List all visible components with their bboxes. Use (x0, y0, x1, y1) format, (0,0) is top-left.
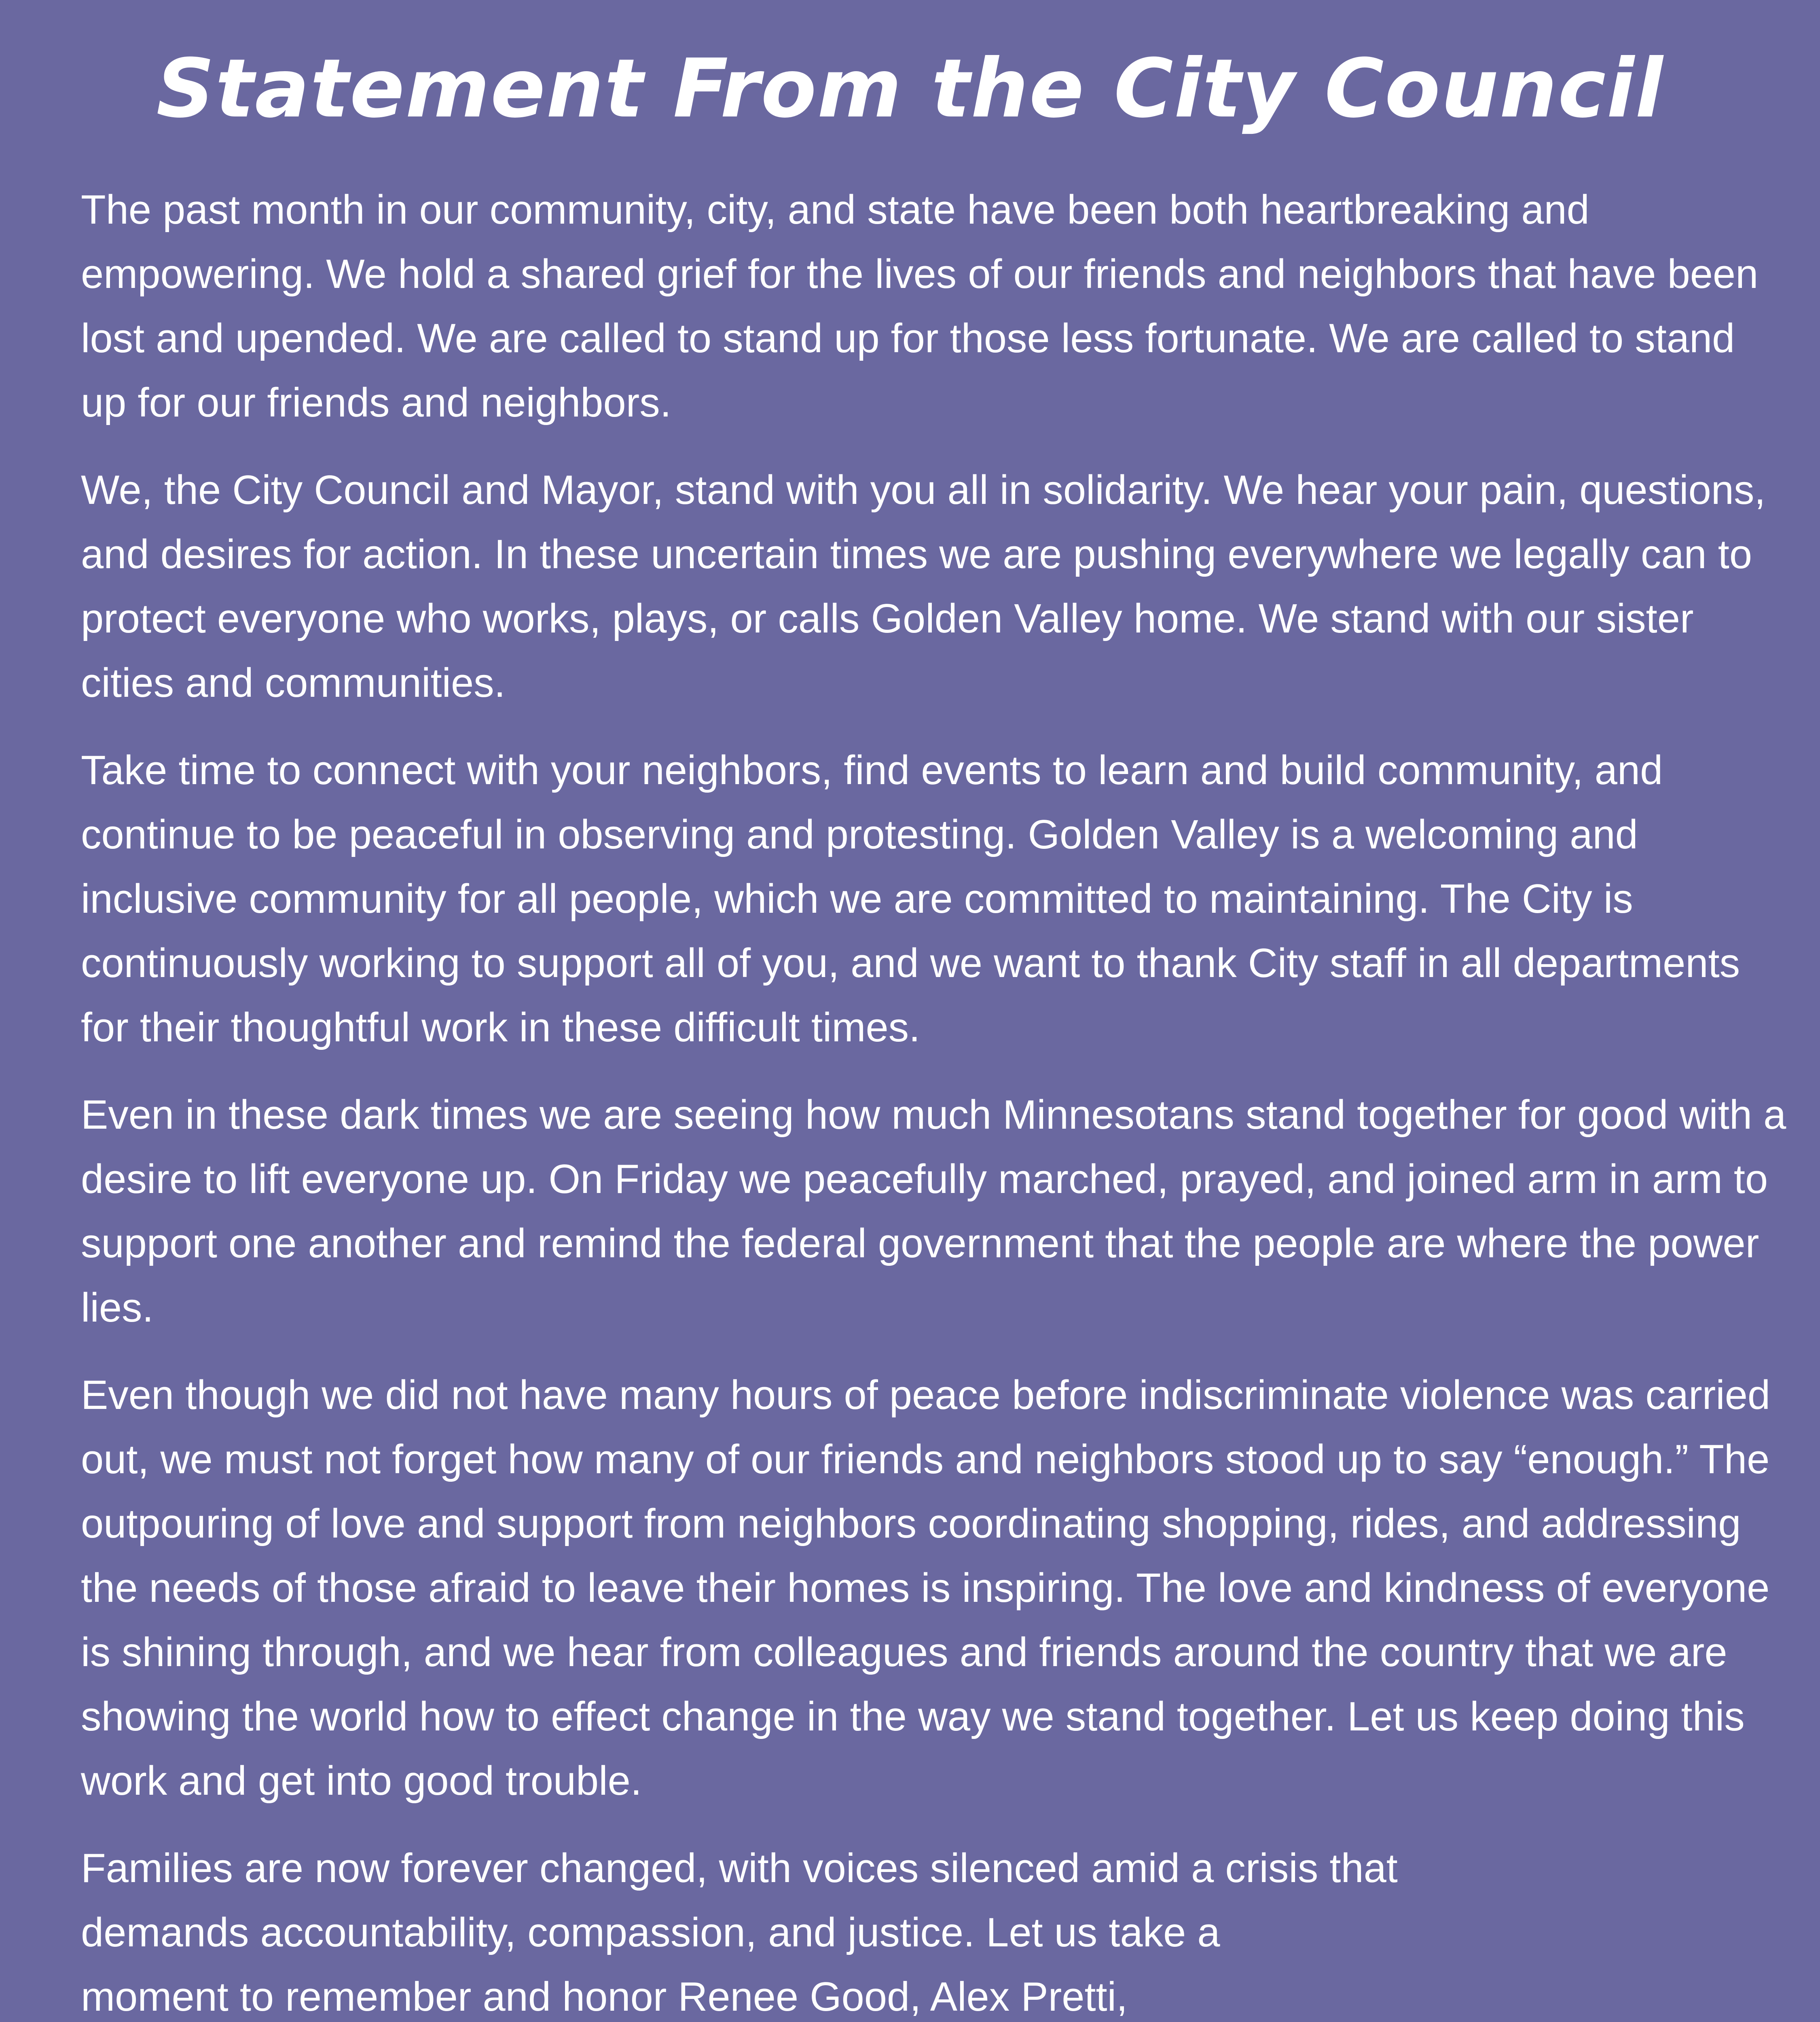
paragraph-5: Even though we did not have many hours of peace before indiscriminate violence was carried out, we must not forget how many of our friends and neighbors stood up to say “enough.” The outpouring of love and support from neighbors coordinating shopping, rides, and addressing the needs of those afraid to leave their homes is inspiring. The love and kindness of everyone is shining through, and we hear from colleagues and friends around the country that we are showing the world how to effect change in the way we stand together. Let us keep doing this work and get into good trouble. (81, 1373, 1771, 1804)
paragraph-6 (81, 1836, 1788, 2022)
paragraph-2: We, the City Council and Mayor, stand with you all in solidarity. We hear your pain, questions, and desires for action. In these uncertain times we are pushing everywhere we legally can to protect everyone who works, plays, or calls Golden Valley home. We stand with our sister cities and communities. (81, 467, 1766, 706)
paragraph-6-line-3: moment to remember and honor Renee Good, Alex Pretti, (81, 1974, 1128, 2020)
paragraph-1: The past month in our community, city, and state have been both heartbreaking and empowering. We hold a shared grief for the lives of our friends and neighbors that have been lost and upended. We are called to stand up for those less fortunate. We are called to stand up for our friends and neighbors. (81, 187, 1759, 425)
statement-body (81, 178, 1788, 2022)
city-of-golden-valley-logo (1367, 2014, 1755, 2022)
paragraph-3: Take time to connect with your neighbors, find events to learn and build community, and continue to be peaceful in observing and protesting. Golden Valley is a welcoming and inclusive community for all people, which we are committed to maintaining. The City is continuously working to support all of you, and we want to thank City staff in all departments for their thoughtful work in these difficult times. (81, 748, 1740, 1050)
page-title: Statement From the City Council (156, 42, 1664, 136)
paragraph-4: Even in these dark times we are seeing how much Minnesotans stand together for good with a desire to lift everyone up. On Friday we peacefully marched, prayed, and joined arm in arm to support one another and remind the federal government that the people are where the power lies. (81, 1092, 1786, 1330)
paragraph-6-line-1: Families are now forever changed, with voices silenced amid a crisis that (81, 1846, 1398, 1891)
paragraph-6-line-2: demands accountability, compassion, and justice. Let us take a (81, 1910, 1220, 1955)
